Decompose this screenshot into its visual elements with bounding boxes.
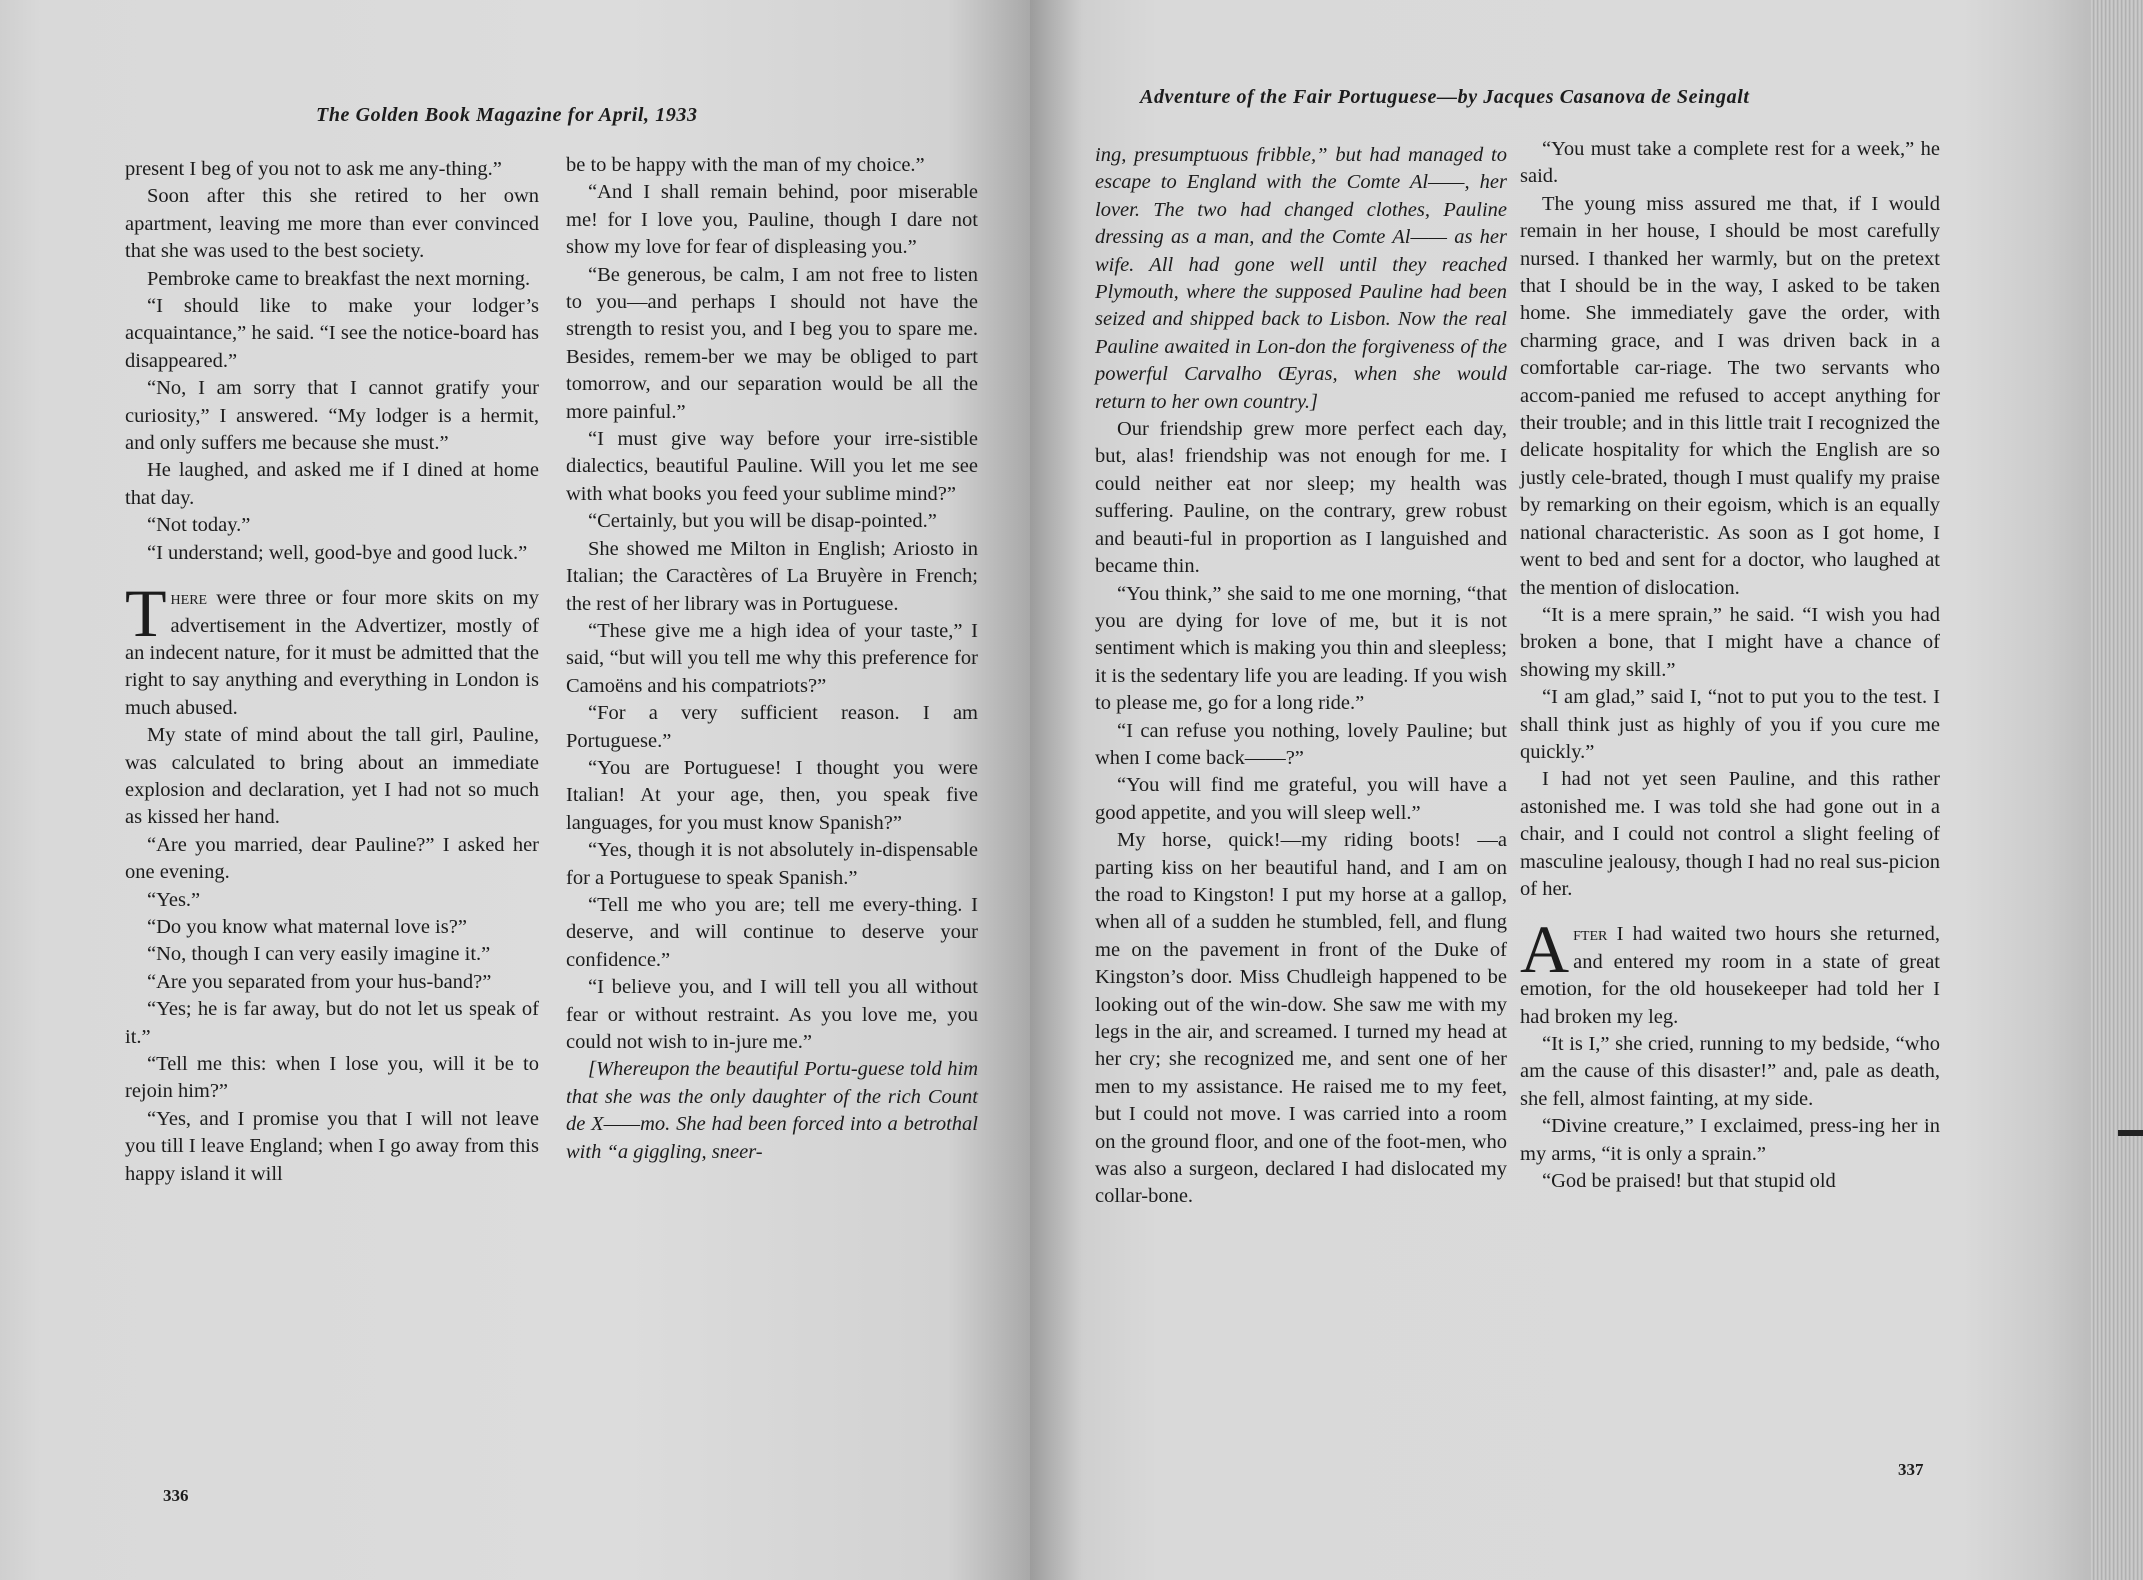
right-running-header: Adventure of the Fair Portuguese—by Jacques Casanova de Seingalt — [1140, 86, 1750, 108]
paragraph: “These give me a high idea of your taste,” I said, “but will you tell me why this preference for Camoëns and his compatriots?” — [566, 619, 978, 697]
paragraph: Soon after this she retired to her own apartment, leaving me more than ever convinced that she was used to the best society. — [125, 185, 539, 263]
paragraph: present I beg of you not to ask me any-thing.” — [125, 158, 502, 180]
right-page — [1030, 0, 2090, 1580]
paragraph: “I believe you, and I will tell you all without fear or without restraint. As you love me, you could not wish to in-jure me.” — [566, 976, 978, 1053]
paragraph: “No, I am sorry that I cannot gratify your curiosity,” I answered. “My lodger is a hermit, and only suffers me because she must.” — [125, 377, 539, 455]
paragraph: She showed me Milton in English; Ariosto in Italian; the Caractères of La Bruyère in French; the rest of her library was in Portuguese. — [566, 537, 978, 615]
paragraph: “Are you married, dear Pauline?” I asked her one evening. — [125, 833, 539, 884]
paragraph: “Yes; he is far away, but do not let us speak of it.” — [125, 998, 539, 1048]
paragraph: “I understand; well, good-bye and good luck.” — [147, 541, 528, 564]
left-page — [0, 0, 1030, 1580]
paragraph: “I am glad,” said I, “not to put you to the test. I shall think just as highly of you if you cure me quickly.” — [1520, 686, 1940, 763]
paragraph: He laughed, and asked me if I dined at home that day. — [125, 459, 539, 509]
paragraph: “Not today.” — [147, 514, 251, 537]
drop-cap-letter: A — [1520, 911, 1570, 988]
paragraph: “Are you separated from your hus-band?” — [147, 970, 492, 993]
paragraph: “Yes.” — [147, 888, 201, 911]
paragraph: “Tell me this: when I lose you, will it be to rejoin him?” — [125, 1053, 539, 1103]
left-running-header: The Golden Book Magazine for April, 1933 — [316, 104, 698, 126]
left-page-number: 336 — [163, 1486, 189, 1505]
dropcap-paragraph — [125, 575, 539, 722]
paragraph: “You must take a complete rest for a week,” he said. — [1520, 138, 1940, 188]
paragraph-text: were three or four more skits on my advertisement in the Advertizer, mostly of an indecent nature, for it must be admitted that the right to say anything and everything in London is much abused. — [125, 587, 539, 719]
paragraph: “You are Portuguese! I thought you were Italian! At your age, then, you speak five languages, for you must know Spanish?” — [566, 756, 978, 834]
paragraph: My horse, quick!—my riding boots! —a parting kiss on her beautiful hand, and I am on the road to Kingston! I put my horse at a gallop, when all of a sudden he stumbled, fell, and flung me on the pavement in front of the Duke of Kingston’s door. Miss Chudleigh happened to be looking out of the win-dow. She saw me with my legs in the air, and screamed. I turned my head at her cry; she recognized me, and sent one of her men to my assistance. He raised me to my feet, but I could not move. I was carried into a room on the ground floor, and one of the foot-men, who was also a surgeon, declared I had dislocated my collar-bone. — [1095, 829, 1507, 1208]
bookmark-ribbon — [2118, 1130, 2143, 1136]
paragraph: ing, presumptuous fribble,” but had managed to escape to England with the Comte Al——, her lover. The two had changed clothes, Pauline dressing as a man, and the Comte Al—— as her wife. All had gone well until they reached Plymouth, where the supposed Pauline had been seized and shipped back to Lisbon. Now the real Pauline awaited in Lon-don the forgiveness of the powerful Carvalho Œyras, when she would return to her own country.] — [1095, 144, 1507, 413]
small-caps-lead: here — [170, 587, 208, 610]
paragraph: Our friendship grew more perfect each day, but, alas! friendship was not enough for me. I could neither eat nor sleep; my health was suffering. Pauline, on the contrary, grew robust and beauti-ful in proportion as I languished and became thin. — [1095, 418, 1507, 578]
paragraph: “Divine creature,” I exclaimed, press-ing her in my arms, “it is only a sprain.” — [1520, 1115, 1940, 1165]
right-column-2 — [1520, 136, 1940, 1195]
paragraph: “I must give way before your irre-sistible dialectics, beautiful Pauline. Will you let me see with what books you feed your sublime mind?” — [566, 428, 978, 505]
paragraph: “Be generous, be calm, I am not free to listen to you—and perhaps I should not have the strength to resist you, and I beg you to spare me. Besides, remem-ber we may be obliged to part tomorrow, and our separation would be all the more painful.” — [566, 263, 978, 423]
paragraph: “Yes, and I promise you that I will not leave you till I leave England; when I go away from this happy island it will — [125, 1107, 539, 1185]
paragraph: “It is a mere sprain,” he said. “I wish you had broken a bone, that I might have a chance of showing my skill.” — [1520, 603, 1940, 681]
paragraph: “No, though I can very easily imagine it.” — [147, 943, 491, 966]
paragraph: “God be praised! but that stupid old — [1542, 1170, 1836, 1193]
paragraph: “Tell me who you are; tell me every-thing. I deserve, and will continue to deserve your confidence.” — [566, 893, 978, 971]
right-column-1 — [1095, 142, 1507, 1211]
paragraph: “I can refuse you nothing, lovely Pauline; but when I come back——?” — [1095, 719, 1507, 769]
paragraph: Pembroke came to breakfast the next morning. — [147, 267, 531, 290]
drop-cap-letter: T — [125, 575, 167, 652]
left-column-2 — [566, 152, 978, 1166]
paragraph: My state of mind about the tall girl, Pauline, was calculated to bring about an immediate explosion and declaration, yet I had not so much as kissed her hand. — [125, 724, 539, 829]
book-page-edges — [2090, 0, 2143, 1580]
paragraph: “Do you know what maternal love is?” — [147, 915, 467, 938]
paragraph: “For a very sufficient reason. I am Portuguese.” — [566, 702, 978, 752]
paragraph: [Whereupon the beautiful Portu-guese told him that she was the only daughter of the rich Count de X——mo. She had been forced into a betrothal with “a giggling, sneer- — [566, 1058, 978, 1163]
small-caps-lead: fter — [1573, 923, 1608, 946]
paragraph: “It is I,” she cried, running to my bedside, “who am the cause of this disaster!” and, pale as death, she fell, almost fainting, at my side. — [1520, 1033, 1940, 1110]
paragraph: “And I shall remain behind, poor miserable me! for I love you, Pauline, though I dare not show my love for fear of displeasing you.” — [566, 181, 978, 259]
paragraph: “You will find me grateful, you will have a good appetite, and you will sleep well.” — [1095, 774, 1507, 824]
paragraph: “Yes, though it is not absolutely in-dispensable for a Portuguese to speak Spanish.” — [566, 839, 978, 889]
left-column-1 — [125, 156, 539, 1188]
paragraph: “I should like to make your lodger’s acquaintance,” he said. “I see the notice-board has disappeared.” — [125, 295, 539, 372]
paragraph: I had not yet seen Pauline, and this rather astonished me. I was told she had gone out in a chair, and I could not control a slight feeling of masculine jealousy, though I had no real sus-picion of her. — [1520, 768, 1940, 900]
right-page-number: 337 — [1898, 1460, 1924, 1479]
paragraph: “Certainly, but you will be disap-pointed.” — [588, 510, 937, 533]
dropcap-paragraph — [1520, 911, 1940, 1031]
paragraph: be to be happy with the man of my choice.” — [566, 154, 925, 176]
paragraph: “You think,” she said to me one morning, “that you are dying for love of me, but it is not sentiment which is making you thin and sleepless; it is the sedentary life you are leading. If you wish to please me, go for a long ride.” — [1095, 582, 1507, 715]
paragraph-text: I had waited two hours she returned, and entered my room in a state of great emotion, for the old housekeeper had told her I had broken my leg. — [1520, 923, 1940, 1028]
paragraph: The young miss assured me that, if I would remain in her house, I should be most carefully nursed. I thanked her warmly, but on the pretext that I should be in the way, I asked to be taken home. She immediately gave the order, with charming grace, and I was driven back in a comfortable car-riage. The two servants who accom-panied me refused to accept anything for their trouble; and in this little trait I recognized the delicate hospitality for which the English are so justly cele-brated, though I must qualify my praise by remarking on their egoism, which is an equally national characteristic. As soon as I got home, I went to bed and sent for a doctor, who laughed at the mention of dislocation. — [1520, 192, 1940, 599]
